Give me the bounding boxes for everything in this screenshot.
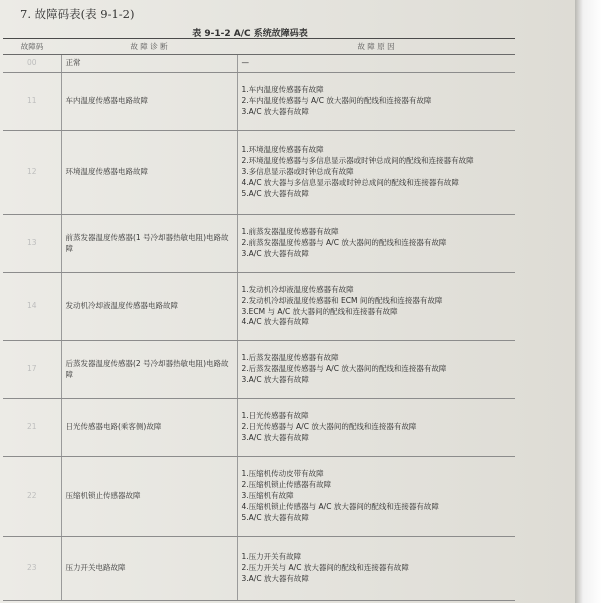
fault-causes (237, 273, 515, 341)
fault-causes (237, 73, 515, 131)
cause-item: 1.日光传感器有故障 (241, 411, 309, 421)
fault-code: 14 (3, 273, 61, 341)
cause-item: 3.A/C 放大器有故障 (241, 248, 309, 258)
fault-diagnosis: 日光传感器电路(乘客侧)故障 (61, 399, 237, 457)
cause-item: 2.压力开关与 A/C 放大器间的配线和连接器有故障 (241, 563, 409, 573)
fault-causes (237, 537, 515, 601)
table-header-row (3, 39, 515, 55)
table-row (3, 131, 515, 215)
table-row (3, 215, 515, 273)
table-row (3, 341, 515, 399)
cause-item: 3.压缩机有故障 (241, 491, 294, 501)
fault-causes (237, 55, 515, 73)
table-row (3, 457, 515, 537)
cause-item: 4.A/C 放大器与多信息显示器或时钟总成间的配线和连接器有故障 (241, 177, 459, 187)
cause-item: 2.后蒸发器温度传感器与 A/C 放大器间的配线和连接器有故障 (241, 364, 447, 374)
fault-code: 12 (3, 131, 61, 215)
cause-item: 3.A/C 放大器有故障 (241, 573, 309, 583)
page-edge (575, 0, 602, 603)
cause-item: 1.车内温度传感器有故障 (241, 85, 324, 95)
cause-item: — (241, 58, 249, 68)
cause-item: 2.压缩机锁止传感器有故障 (241, 480, 332, 490)
fault-causes (237, 341, 515, 399)
cause-item: 3.多信息显示器或时钟总成有故障 (241, 167, 354, 177)
cause-item: 1.压缩机传动皮带有故障 (241, 469, 324, 479)
cause-item: 2.车内温度传感器与 A/C 放大器间的配线和连接器有故障 (241, 96, 432, 106)
cause-item: 1.发动机冷却液温度传感器有故障 (241, 284, 354, 294)
header-diagnosis: 故 障 诊 断 (61, 39, 237, 55)
cause-item: 1.前蒸发器温度传感器有故障 (241, 227, 339, 237)
section-title: 7. 故障码表(表 9-1-2) (20, 7, 135, 21)
fault-code: 11 (3, 73, 61, 131)
cause-item: 5.A/C 放大器有故障 (241, 512, 309, 522)
fault-diagnosis: 前蒸发器温度传感器(1 号冷却器热敏电阻)电路故障 (61, 215, 237, 273)
cause-item: 4.A/C 放大器有故障 (241, 317, 309, 327)
table-row (3, 55, 515, 73)
cause-item: 2.环境温度传感器与多信息显示器或时钟总成间的配线和连接器有故障 (241, 156, 474, 166)
fault-diagnosis: 正常 (61, 55, 237, 73)
fault-causes (237, 131, 515, 215)
fault-diagnosis: 发动机冷却液温度传感器电路故障 (61, 273, 237, 341)
fault-code: 00 (3, 55, 61, 73)
fault-causes (237, 457, 515, 537)
cause-item: 2.日光传感器与 A/C 放大器间的配线和连接器有故障 (241, 422, 417, 432)
table-row (3, 399, 515, 457)
table-row (3, 537, 515, 601)
header-cause: 故 障 原 因 (237, 39, 515, 55)
fault-code: 17 (3, 341, 61, 399)
cause-item: 4.压缩机锁止传感器与 A/C 放大器间的配线和连接器有故障 (241, 501, 439, 511)
table-row (3, 273, 515, 341)
fault-code: 22 (3, 457, 61, 537)
header-code: 故障码 (3, 39, 61, 55)
fault-diagnosis: 环境温度传感器电路故障 (61, 131, 237, 215)
cause-item: 1.压力开关有故障 (241, 552, 302, 562)
table-row (3, 73, 515, 131)
cause-item: 3.A/C 放大器有故障 (241, 432, 309, 442)
cause-item: 5.A/C 放大器有故障 (241, 188, 309, 198)
cause-item: 3.ECM 与 A/C 放大器间的配线和连接器有故障 (241, 306, 398, 316)
cause-item: 3.A/C 放大器有故障 (241, 106, 309, 116)
fault-diagnosis: 压力开关电路故障 (61, 537, 237, 601)
fault-diagnosis: 压缩机锁止传感器故障 (61, 457, 237, 537)
fault-code: 21 (3, 399, 61, 457)
fault-code-table (3, 38, 515, 601)
fault-causes (237, 215, 515, 273)
fault-code: 23 (3, 537, 61, 601)
cause-item: 3.A/C 放大器有故障 (241, 374, 309, 384)
cause-item: 2.发动机冷却液温度传感器和 ECM 间的配线和连接器有故障 (241, 295, 443, 305)
table-caption: 表 9-1-2 A/C 系统故障码表 (192, 29, 308, 39)
fault-code: 13 (3, 215, 61, 273)
cause-item: 2.前蒸发器温度传感器与 A/C 放大器间的配线和连接器有故障 (241, 238, 447, 248)
fault-diagnosis: 车内温度传感器电路故障 (61, 73, 237, 131)
fault-diagnosis: 后蒸发器温度传感器(2 号冷却器热敏电阻)电路故障 (61, 341, 237, 399)
cause-item: 1.环境温度传感器有故障 (241, 145, 324, 155)
fault-causes (237, 399, 515, 457)
cause-item: 1.后蒸发器温度传感器有故障 (241, 353, 339, 363)
